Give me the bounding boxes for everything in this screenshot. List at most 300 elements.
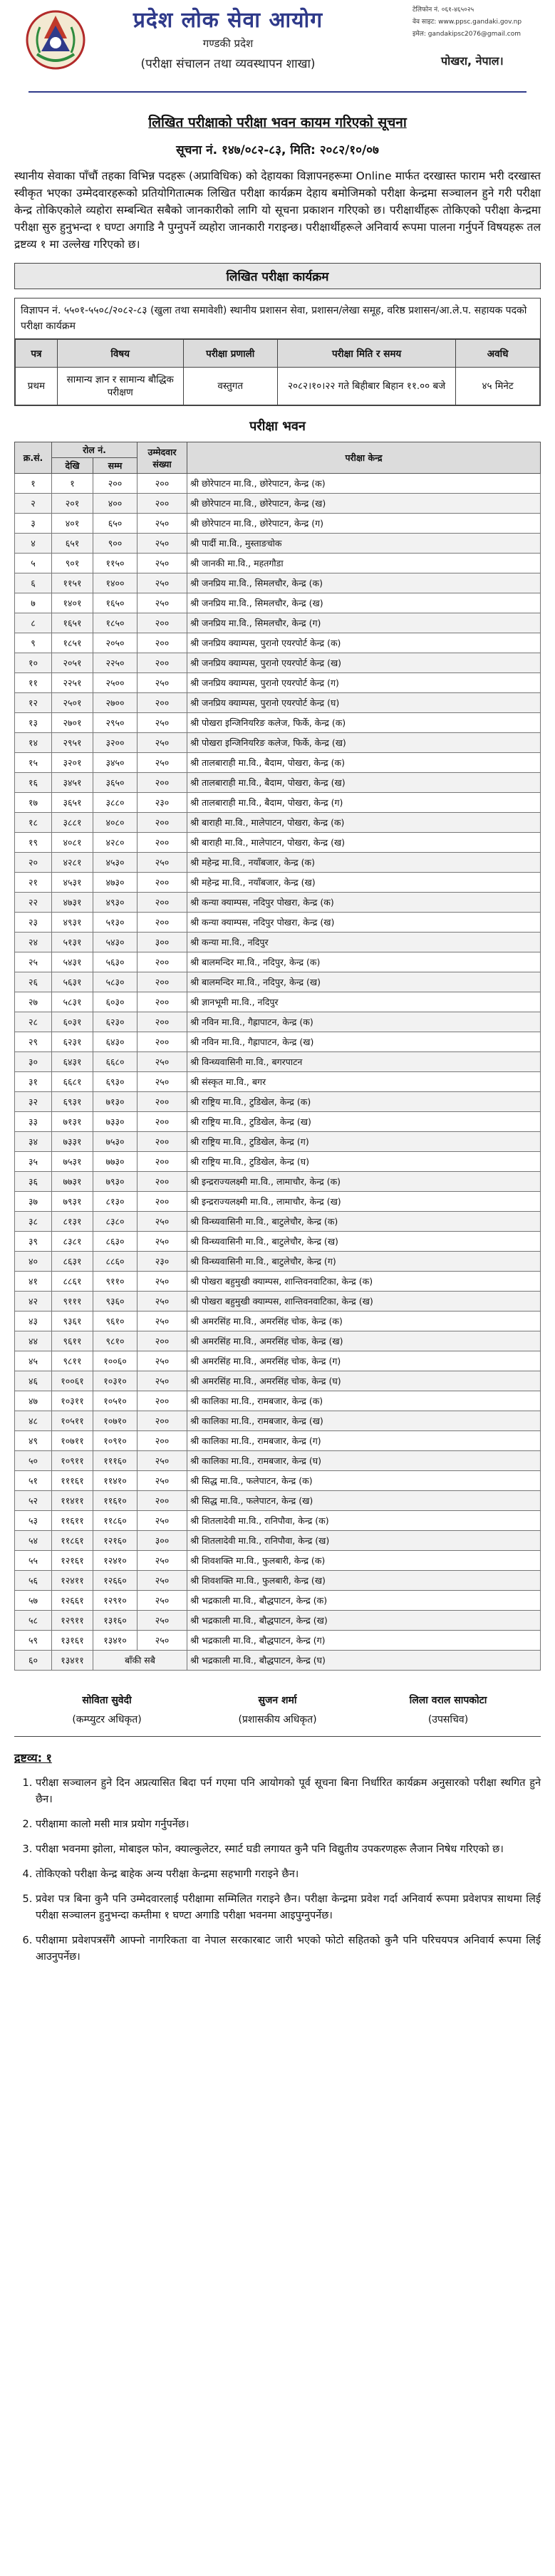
centre-sn: ६० — [15, 1651, 52, 1671]
roll-from: १२४११ — [52, 1571, 93, 1591]
centre-sn: १ — [15, 474, 52, 494]
centre-name: श्री भद्रकाली मा.वि., बौद्धपाटन, केन्द्र (घ) — [187, 1651, 541, 1671]
centre-name: श्री पार्दी मा.वि., मुस्ताङचोक — [187, 534, 541, 554]
centre-sn: १८ — [15, 813, 52, 833]
centre-row — [15, 1212, 541, 1232]
roll-to: १०३१० — [93, 1371, 138, 1391]
centre-sn: १७ — [15, 793, 52, 813]
centre-row — [15, 833, 541, 853]
roll-to: १०७१० — [93, 1411, 138, 1431]
centre-name: श्री अमरसिंह मा.वि., अमरसिंह चोक, केन्द्र (क) — [187, 1312, 541, 1331]
candidate-count: २५० — [138, 1571, 187, 1591]
candidate-count: २०० — [138, 773, 187, 793]
roll-to: १८५० — [93, 613, 138, 633]
roll-to: १२६६० — [93, 1571, 138, 1591]
roll-from: ३८८१ — [52, 813, 93, 833]
roll-from: ३६५१ — [52, 793, 93, 813]
schedule-box — [14, 298, 541, 406]
roll-from: ३२०१ — [52, 753, 93, 773]
centre-row — [15, 1351, 541, 1371]
centre-sn: १६ — [15, 773, 52, 793]
government-emblem-icon — [26, 10, 85, 70]
centre-row — [15, 1312, 541, 1331]
candidate-count: २५० — [138, 753, 187, 773]
centre-sn: ३३ — [15, 1112, 52, 1132]
roll-to: ४९३० — [93, 893, 138, 913]
centres-header-centre: परीक्षा केन्द्र — [187, 442, 541, 474]
roll-to: ६६८० — [93, 1052, 138, 1072]
roll-to: १२१६० — [93, 1531, 138, 1551]
schedule-header-datetime: परीक्षा मिति र समय — [277, 340, 455, 368]
roll-from: ५६३१ — [52, 972, 93, 992]
centre-name: श्री पोखरा इन्जिनियरिङ कलेज, फिर्के, केन्द्र (क) — [187, 713, 541, 733]
centre-name: श्री कन्या क्याम्पस, नदिपुर पोखरा, केन्द्र (ख) — [187, 913, 541, 933]
centre-row — [15, 933, 541, 952]
centre-row — [15, 733, 541, 753]
centre-name: श्री भद्रकाली मा.वि., बौद्धपाटन, केन्द्र (ख) — [187, 1611, 541, 1631]
roll-to: ४०० — [93, 494, 138, 514]
roll-from: ६२३१ — [52, 1032, 93, 1052]
schedule-table — [15, 339, 540, 405]
roll-to: ९८१० — [93, 1331, 138, 1351]
centre-name: श्री अमरसिंह मा.वि., अमरसिंह चोक, केन्द्र (घ) — [187, 1371, 541, 1391]
centre-sn: ४३ — [15, 1312, 52, 1331]
centre-row — [15, 992, 541, 1012]
centre-name: श्री विन्ध्यवासिनी मा.वि., बाटुलेचौर, केन्द्र (क) — [187, 1212, 541, 1232]
centre-sn: २७ — [15, 992, 52, 1012]
centre-name: श्री शिवशक्ति मा.वि., फुलबारी, केन्द्र (ख) — [187, 1571, 541, 1591]
candidate-count: २५० — [138, 1611, 187, 1631]
centre-sn: ५० — [15, 1451, 52, 1471]
centres-header-to: सम्म — [93, 458, 138, 474]
roll-to: १११६० — [93, 1451, 138, 1471]
centre-row — [15, 1112, 541, 1132]
centre-name: श्री राष्ट्रिय मा.वि., टुडिखेल, केन्द्र (क) — [187, 1092, 541, 1112]
candidate-count: २५० — [138, 1292, 187, 1312]
signature-computer-officer — [28, 1693, 185, 1726]
centre-row — [15, 593, 541, 613]
candidate-count: २०० — [138, 813, 187, 833]
centre-name: श्री संस्कृत मा.वि., बगर — [187, 1072, 541, 1092]
schedule-subject: सामान्य ज्ञान र सामान्य बौद्धिक परीक्षण — [57, 368, 183, 405]
roll-to: ५४३० — [93, 933, 138, 952]
email-link[interactable]: इमेल: gandakipsc2076@gmail.com — [413, 31, 522, 38]
roll-to: ११८६० — [93, 1511, 138, 1531]
org-name: प्रदेश लोक सेवा आयोग — [133, 8, 323, 33]
candidate-count: २०० — [138, 494, 187, 514]
candidate-count: २०० — [138, 1391, 187, 1411]
centre-name: श्री राष्ट्रिय मा.वि., टुडिखेल, केन्द्र (ख) — [187, 1112, 541, 1132]
centre-row — [15, 1032, 541, 1052]
candidate-count: २०० — [138, 1192, 187, 1212]
candidate-count: ३०० — [138, 1531, 187, 1551]
roll-to: ८६३० — [93, 1232, 138, 1252]
roll-from: ४९३१ — [52, 913, 93, 933]
roll-from: १०३११ — [52, 1391, 93, 1411]
centre-name: श्री अमरसिंह मा.वि., अमरसिंह चोक, केन्द्र (ग) — [187, 1351, 541, 1371]
roll-to: १००६० — [93, 1351, 138, 1371]
signature-under-secretary — [370, 1693, 527, 1726]
roll-to: ८१३० — [93, 1192, 138, 1212]
centres-table — [14, 442, 541, 1671]
candidate-count: २०० — [138, 1431, 187, 1451]
candidate-count: २५० — [138, 853, 187, 873]
centre-row — [15, 1152, 541, 1172]
candidate-count: २०० — [138, 1092, 187, 1112]
roll-to: ९०० — [93, 534, 138, 554]
centre-name: श्री नविन मा.वि., गैह्रापाटन, केन्द्र (ख) — [187, 1032, 541, 1052]
schedule-header-duration: अवधि — [456, 340, 540, 368]
centre-name: श्री कन्या क्याम्पस, नदिपुर पोखरा, केन्द्र (क) — [187, 893, 541, 913]
centre-sn: ४६ — [15, 1371, 52, 1391]
roll-from: ५४३१ — [52, 952, 93, 972]
roll-from: ९६११ — [52, 1331, 93, 1351]
city-text: पोखरा, नेपाल। — [441, 54, 504, 68]
centre-sn: ५ — [15, 554, 52, 573]
roll-to: ४५३० — [93, 853, 138, 873]
note-item: 6. परीक्षामा प्रवेशपत्रसँगै आफ्नो नागरिकता वा नेपाल सरकारबाट जारी भएको फोटो सहितको कुनै पनि परिचयपत्र अनिवार्य रूपमा लिई आउनुपर्नेछ। — [36, 1933, 541, 1965]
centre-name: श्री विन्ध्यवासिनी मा.वि., बगरपाटन — [187, 1052, 541, 1072]
candidate-count: २५० — [138, 1312, 187, 1331]
centre-row — [15, 713, 541, 733]
notes-title: द्रष्टव्य: १ — [14, 1751, 52, 1765]
centre-sn: ५४ — [15, 1531, 52, 1551]
roll-to: १३१६० — [93, 1611, 138, 1631]
roll-to: ७५३० — [93, 1132, 138, 1152]
candidate-count: २५० — [138, 1471, 187, 1491]
roll-from: २९५१ — [52, 733, 93, 753]
centre-row — [15, 653, 541, 673]
candidate-count: २०० — [138, 972, 187, 992]
roll-to: ३६५० — [93, 773, 138, 793]
centre-sn: ४१ — [15, 1272, 52, 1292]
roll-to: १०५१० — [93, 1391, 138, 1411]
candidate-count: २०० — [138, 474, 187, 494]
org-branch: (परीक्षा संचालन तथा व्यवस्थापन शाखा) — [140, 57, 316, 71]
centre-sn: ५५ — [15, 1551, 52, 1571]
signature-admin-officer — [199, 1693, 356, 1726]
notes-divider — [14, 1736, 541, 1737]
roll-to: ५६३० — [93, 952, 138, 972]
centre-sn: २५ — [15, 952, 52, 972]
centre-name: श्री शिवशक्ति मा.वि., फुलबारी, केन्द्र (क) — [187, 1551, 541, 1571]
candidate-count: २५० — [138, 1511, 187, 1531]
centres-title: परीक्षा भवन — [249, 419, 306, 434]
centre-name: श्री नविन मा.वि., गैह्रापाटन, केन्द्र (क) — [187, 1012, 541, 1032]
roll-to: २२५० — [93, 653, 138, 673]
roll-to: ९६१० — [93, 1312, 138, 1331]
centre-name: श्री भद्रकाली मा.वि., बौद्धपाटन, केन्द्र (क) — [187, 1591, 541, 1611]
roll-to: ७३३० — [93, 1112, 138, 1132]
roll-to: १४०० — [93, 573, 138, 593]
candidate-count: २०० — [138, 653, 187, 673]
roll-to: १०९१० — [93, 1431, 138, 1451]
centre-sn: ८ — [15, 613, 52, 633]
note-item: 3. परीक्षा भवनमा झोला, मोबाइल फोन, क्याल्कुलेटर, स्मार्ट घडी लगायत कुनै पनि विद्युतीय उपकरणहरू लैजान निषेध गरिएको छ। — [36, 1842, 541, 1858]
centre-name: श्री तालबाराही मा.वि., बैदाम, पोखरा, केन्द्र (क) — [187, 753, 541, 773]
roll-from: १०७११ — [52, 1431, 93, 1451]
candidate-count: २५० — [138, 1551, 187, 1571]
centre-row — [15, 1192, 541, 1212]
centre-sn: ३४ — [15, 1132, 52, 1152]
centre-row — [15, 573, 541, 593]
candidate-count: ३०० — [138, 933, 187, 952]
centre-sn: ४२ — [15, 1292, 52, 1312]
centre-row — [15, 474, 541, 494]
centre-sn: ३८ — [15, 1212, 52, 1232]
note-item: 2. परीक्षामा कालो मसी मात्र प्रयोग गर्नुपर्नेछ। — [36, 1817, 541, 1833]
candidate-count: २०० — [138, 1152, 187, 1172]
candidate-count: २०० — [138, 633, 187, 653]
roll-from: ७५३१ — [52, 1152, 93, 1172]
candidate-count: २५० — [138, 554, 187, 573]
candidate-count: २०० — [138, 992, 187, 1012]
candidate-count: २०० — [138, 873, 187, 893]
roll-to: ३२०० — [93, 733, 138, 753]
centre-row — [15, 494, 541, 514]
roll-from: १ — [52, 474, 93, 494]
centre-name: श्री बाराही मा.वि., मालेपाटन, पोखरा, केन्द्र (क) — [187, 813, 541, 833]
candidate-count: २५० — [138, 1351, 187, 1371]
centre-sn: ११ — [15, 673, 52, 693]
centre-name: श्री कालिका मा.वि., रामबजार, केन्द्र (क) — [187, 1391, 541, 1411]
roll-to: ७७३० — [93, 1152, 138, 1172]
roll-to: ११५० — [93, 554, 138, 573]
centre-name: श्री अमरसिंह मा.वि., अमरसिंह चोक, केन्द्र (ख) — [187, 1331, 541, 1351]
roll-to: १६५० — [93, 593, 138, 613]
centre-name: श्री विन्ध्यवासिनी मा.वि., बाटुलेचौर, केन्द्र (ख) — [187, 1232, 541, 1252]
roll-from: ३४५१ — [52, 773, 93, 793]
centre-sn: ३ — [15, 514, 52, 534]
candidate-count: २०० — [138, 1112, 187, 1132]
centres-header-count: उम्मेदवार संख्या — [138, 442, 187, 474]
roll-to: बाँकी सबै — [93, 1651, 187, 1671]
roll-to: २०० — [93, 474, 138, 494]
centres-header-roll: रोल नं. — [52, 442, 138, 458]
candidate-count: २०० — [138, 1491, 187, 1511]
roll-to: १२९१० — [93, 1591, 138, 1611]
centre-row — [15, 613, 541, 633]
centre-name: श्री जनप्रिय मा.वि., सिमलचौर, केन्द्र (ख) — [187, 593, 541, 613]
centre-sn: ३९ — [15, 1232, 52, 1252]
centre-name: श्री बाराही मा.वि., मालेपाटन, पोखरा, केन्द्र (ख) — [187, 833, 541, 853]
signatory-role: (उपसचिव) — [427, 1714, 469, 1725]
roll-from: २२५१ — [52, 673, 93, 693]
roll-to: ३८८० — [93, 793, 138, 813]
roll-to: ६२३० — [93, 1012, 138, 1032]
roll-to: ७१३० — [93, 1092, 138, 1112]
signatory-name: लिला वराल सापकोटा — [409, 1695, 487, 1706]
notice-number: सूचना नं. १४७/०८२-८३, मिति: २०८२/१०/०७ — [176, 143, 379, 157]
roll-from: १११६१ — [52, 1471, 93, 1491]
phone-text: टेलिफोन नं. ०६१-४६५०२५ — [413, 6, 474, 14]
centre-row — [15, 1072, 541, 1092]
centres-header-sn: क्र.सं. — [15, 442, 52, 474]
roll-to: ८३८० — [93, 1212, 138, 1232]
note-item: 1. परीक्षा सञ्चालन हुने दिन अप्रत्यासित बिदा पर्न गएमा पनि आयोगको पूर्व सूचना बिना निर्धारित कार्यक्रम अनुसारको परीक्षा स्थगित हुने छैन। — [36, 1775, 541, 1808]
centre-row — [15, 1391, 541, 1411]
centre-row — [15, 1491, 541, 1511]
centre-row — [15, 1272, 541, 1292]
centres-header-from: देखि — [52, 458, 93, 474]
roll-to: ५८३० — [93, 972, 138, 992]
roll-to: ९३६० — [93, 1292, 138, 1312]
roll-from: ९०१ — [52, 554, 93, 573]
centre-name: श्री कालिका मा.वि., रामबजार, केन्द्र (घ) — [187, 1451, 541, 1471]
note-item: 5. प्रवेश पत्र बिना कुनै पनि उम्मेदवारलाई परीक्षामा सम्मिलित गराइने छैन। परीक्षा केन्द्रमा प्रवेश गर्दा अनिवार्य रूपमा प्रवेशपत्र साथमा लिई परीक्षा सञ्चालन हुनुभन्दा कम्तीमा १ घण्टा अगाडि परीक्षा भवनमा आइपुग्नुपर्नेछ। — [36, 1891, 541, 1924]
roll-to: ७९३० — [93, 1172, 138, 1192]
centre-row — [15, 1531, 541, 1551]
signatory-role: (प्रशासकीय अधिकृत) — [238, 1714, 317, 1725]
centre-row — [15, 554, 541, 573]
roll-to: ६९३० — [93, 1072, 138, 1092]
roll-from: २०१ — [52, 494, 93, 514]
roll-from: ५१३१ — [52, 933, 93, 952]
candidate-count: २५० — [138, 573, 187, 593]
centre-name: श्री जनप्रिय क्याम्पस, पुरानो एयरपोर्ट केन्द्र (ख) — [187, 653, 541, 673]
centre-sn: २६ — [15, 972, 52, 992]
roll-from: ५८३१ — [52, 992, 93, 1012]
candidate-count: २५० — [138, 1212, 187, 1232]
centre-sn: ४० — [15, 1252, 52, 1272]
roll-from: ४५३१ — [52, 873, 93, 893]
centre-row — [15, 1571, 541, 1591]
candidate-count: २०० — [138, 833, 187, 853]
roll-from: २७०१ — [52, 713, 93, 733]
candidate-count: २०० — [138, 1331, 187, 1351]
centre-name: श्री शितलादेवी मा.वि., रानिपौवा, केन्द्र (क) — [187, 1511, 541, 1531]
centre-name: श्री इन्द्रराज्यलक्ष्मी मा.वि., लामाचौर, केन्द्र (ख) — [187, 1192, 541, 1212]
roll-from: १६५१ — [52, 613, 93, 633]
schedule-header-system: परीक्षा प्रणाली — [183, 340, 277, 368]
candidate-count: २०० — [138, 952, 187, 972]
roll-from: ४०१ — [52, 514, 93, 534]
roll-from: ९८११ — [52, 1351, 93, 1371]
centre-name: श्री पोखरा बहुमुखी क्याम्पस, शान्तिवनवाटिका, केन्द्र (ख) — [187, 1292, 541, 1312]
roll-from: ७७३१ — [52, 1172, 93, 1192]
roll-from: ४०८१ — [52, 833, 93, 853]
candidate-count: २५० — [138, 1052, 187, 1072]
centre-sn: ४५ — [15, 1351, 52, 1371]
centre-name: श्री छोरेपाटन मा.वि., छोरेपाटन, केन्द्र (ग) — [187, 514, 541, 534]
candidate-count: २५० — [138, 1631, 187, 1651]
centre-sn: ५३ — [15, 1511, 52, 1531]
schedule-duration: ४५ मिनेट — [456, 368, 540, 405]
centre-name: श्री महेन्द्र मा.वि., नयाँबजार, केन्द्र (क) — [187, 853, 541, 873]
centre-sn: ३७ — [15, 1192, 52, 1212]
centre-name: श्री जनप्रिय मा.वि., सिमलचौर, केन्द्र (ग) — [187, 613, 541, 633]
roll-from: ४७३१ — [52, 893, 93, 913]
centre-name: श्री जनप्रिय क्याम्पस, पुरानो एयरपोर्ट केन्द्र (घ) — [187, 693, 541, 713]
roll-from: ६६८१ — [52, 1072, 93, 1092]
centre-row — [15, 1331, 541, 1351]
centre-sn: २४ — [15, 933, 52, 952]
centre-sn: १२ — [15, 693, 52, 713]
roll-from: १२१६१ — [52, 1551, 93, 1571]
centre-row — [15, 1052, 541, 1072]
centre-name: श्री तालबाराही मा.वि., बैदाम, पोखरा, केन्द्र (ग) — [187, 793, 541, 813]
roll-from: ६९३१ — [52, 1092, 93, 1112]
centre-row — [15, 1012, 541, 1032]
centre-row — [15, 1092, 541, 1112]
centre-row — [15, 853, 541, 873]
centre-name: श्री बालमन्दिर मा.वि., नदिपुर, केन्द्र (ख) — [187, 972, 541, 992]
centre-name: श्री पोखरा बहुमुखी क्याम्पस, शान्तिवनवाटिका, केन्द्र (क) — [187, 1272, 541, 1292]
centre-row — [15, 514, 541, 534]
candidate-count: २५० — [138, 593, 187, 613]
centre-sn: ४९ — [15, 1431, 52, 1451]
centre-row — [15, 1371, 541, 1391]
candidate-count: २०० — [138, 1411, 187, 1431]
roll-from: १२९११ — [52, 1611, 93, 1631]
centre-sn: ५७ — [15, 1591, 52, 1611]
centre-name: श्री जनप्रिय क्याम्पस, पुरानो एयरपोर्ट केन्द्र (क) — [187, 633, 541, 653]
centre-name: श्री विन्ध्यवासिनी मा.वि., बाटुलेचौर, केन्द्र (ग) — [187, 1252, 541, 1272]
centre-sn: ४ — [15, 534, 52, 554]
schedule-header-subject: विषय — [57, 340, 183, 368]
candidate-count: २०० — [138, 1032, 187, 1052]
candidate-count: २०० — [138, 693, 187, 713]
candidate-count: २३० — [138, 793, 187, 813]
centre-name: श्री कन्या मा.वि., नदिपुर — [187, 933, 541, 952]
centre-name: श्री सिद्ध मा.वि., फलेपाटन, केन्द्र (क) — [187, 1471, 541, 1491]
roll-to: २५०० — [93, 673, 138, 693]
centre-row — [15, 813, 541, 833]
candidate-count: २५० — [138, 1591, 187, 1611]
signature-block — [28, 1693, 527, 1726]
centre-sn: १० — [15, 653, 52, 673]
centre-row — [15, 1252, 541, 1272]
roll-from: २५०१ — [52, 693, 93, 713]
centre-sn: ३१ — [15, 1072, 52, 1092]
centre-row — [15, 693, 541, 713]
centre-sn: ४४ — [15, 1331, 52, 1351]
centre-row — [15, 1611, 541, 1631]
roll-from: ७३३१ — [52, 1132, 93, 1152]
centre-row — [15, 1631, 541, 1651]
roll-from: १००६१ — [52, 1371, 93, 1391]
notes-list — [14, 1775, 541, 1965]
centre-sn: २ — [15, 494, 52, 514]
centre-row — [15, 913, 541, 933]
centre-row — [15, 1411, 541, 1431]
roll-to: ८८६० — [93, 1252, 138, 1272]
roll-to: ३४५० — [93, 753, 138, 773]
roll-from: ११४११ — [52, 1491, 93, 1511]
note-item: 4. तोकिएको परीक्षा केन्द्र बाहेक अन्य परीक्षा केन्द्रमा सहभागी गराइने छैन। — [36, 1866, 541, 1883]
roll-from: ६५१ — [52, 534, 93, 554]
centre-row — [15, 773, 541, 793]
roll-from: ८८६१ — [52, 1272, 93, 1292]
centre-sn: ५८ — [15, 1611, 52, 1631]
centre-row — [15, 673, 541, 693]
header-divider — [28, 91, 527, 93]
roll-from: ८३८१ — [52, 1232, 93, 1252]
candidate-count: २३० — [138, 1252, 187, 1272]
centres-body — [15, 474, 541, 1671]
centre-row — [15, 952, 541, 972]
roll-to: ११४१० — [93, 1471, 138, 1491]
roll-to: ११६१० — [93, 1491, 138, 1511]
centre-sn: ३० — [15, 1052, 52, 1072]
centre-name: श्री पोखरा इन्जिनियरिङ कलेज, फिर्के, केन्द्र (ख) — [187, 733, 541, 753]
candidate-count: २५० — [138, 713, 187, 733]
website-link[interactable]: वेव साइट: www.ppsc.gandaki.gov.np — [413, 19, 522, 26]
roll-from: १२६६१ — [52, 1591, 93, 1611]
centre-row — [15, 1451, 541, 1471]
centre-sn: १३ — [15, 713, 52, 733]
centre-sn: ५९ — [15, 1631, 52, 1651]
